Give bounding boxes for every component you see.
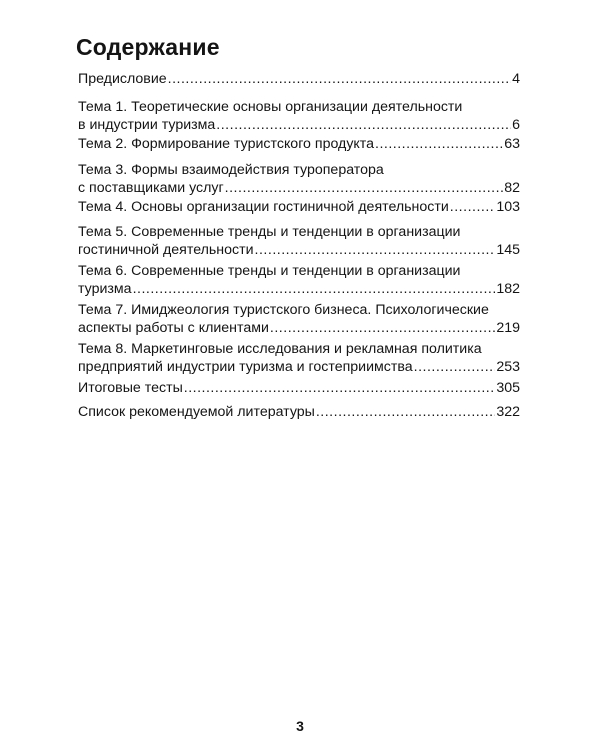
toc-page-number: 82 bbox=[504, 180, 520, 196]
page-number: 3 bbox=[296, 718, 304, 734]
toc-entry-title: Тема 4. Основы организации гостиничной деятельности bbox=[78, 199, 449, 215]
toc-entry-title-line: Тема 7. Имиджеология туристского бизнеса. Психологические bbox=[78, 302, 489, 318]
toc-entry-title-line: Тема 8. Маркетинговые исследования и рекламная политика bbox=[78, 341, 482, 357]
toc-entry-title: с поставщиками услуг bbox=[78, 180, 224, 196]
toc-entry-final-tests bbox=[78, 379, 520, 397]
toc-entry-title: в индустрии туризма bbox=[78, 117, 216, 133]
toc-page-number: 219 bbox=[496, 320, 520, 336]
toc-entry-preface bbox=[78, 70, 520, 88]
leader-dots bbox=[168, 70, 511, 88]
leader-dots bbox=[375, 135, 503, 153]
toc-entry-title: аспекты работы с клиентами bbox=[78, 320, 269, 336]
toc-entry-title: предприятий индустрии туризма и гостеприимства bbox=[78, 359, 413, 375]
toc-page-number: 322 bbox=[496, 404, 520, 420]
toc-page-number: 4 bbox=[512, 71, 520, 87]
toc-entry-topic-7 bbox=[78, 301, 520, 337]
toc-entry-topic-6 bbox=[78, 262, 520, 298]
toc-entry-title: Предисловие bbox=[78, 71, 167, 87]
toc-entry-topic-1 bbox=[78, 98, 520, 134]
toc-page-number: 6 bbox=[512, 117, 520, 133]
toc-entry-title: гостиничной деятельности bbox=[78, 242, 254, 258]
toc-entry-title-line: Тема 3. Формы взаимодействия туроператора bbox=[78, 162, 384, 178]
toc-entry-title-line: Тема 5. Современные тренды и тенденции в организации bbox=[78, 224, 461, 240]
leader-dots bbox=[450, 198, 496, 216]
toc-title: Содержание bbox=[76, 34, 220, 60]
toc-entry-topic-2 bbox=[78, 135, 520, 153]
toc-page-number: 145 bbox=[496, 242, 520, 258]
toc-entry-title: Список рекомендуемой литературы bbox=[78, 404, 315, 420]
toc-entry-topic-3 bbox=[78, 161, 520, 197]
leader-dots bbox=[184, 379, 496, 397]
toc-page-number: 305 bbox=[496, 380, 520, 396]
leader-dots bbox=[133, 280, 496, 298]
toc-page-number: 63 bbox=[504, 136, 520, 152]
toc-page-number: 103 bbox=[496, 199, 520, 215]
toc-entry-topic-5 bbox=[78, 223, 520, 259]
toc-entry-title-line: Тема 6. Современные тренды и тенденции в организации bbox=[78, 263, 461, 279]
leader-dots bbox=[255, 241, 496, 259]
leader-dots bbox=[270, 319, 495, 337]
toc-entry-title: Тема 2. Формирование туристского продукта bbox=[78, 136, 375, 152]
toc-entry-title: Итоговые тесты bbox=[78, 380, 183, 396]
leader-dots bbox=[225, 179, 504, 197]
leader-dots bbox=[316, 403, 495, 421]
leader-dots bbox=[414, 358, 496, 376]
toc-page-number: 253 bbox=[496, 359, 520, 375]
toc-entry-topic-4 bbox=[78, 198, 520, 216]
toc-entry-topic-8 bbox=[78, 340, 520, 376]
toc-entry-title: туризма bbox=[78, 281, 132, 297]
toc-entry-bibliography bbox=[78, 403, 520, 421]
leader-dots bbox=[216, 116, 511, 134]
toc-page-number: 182 bbox=[496, 281, 520, 297]
toc-entry-title-line: Тема 1. Теоретические основы организации деятельности bbox=[78, 99, 463, 115]
